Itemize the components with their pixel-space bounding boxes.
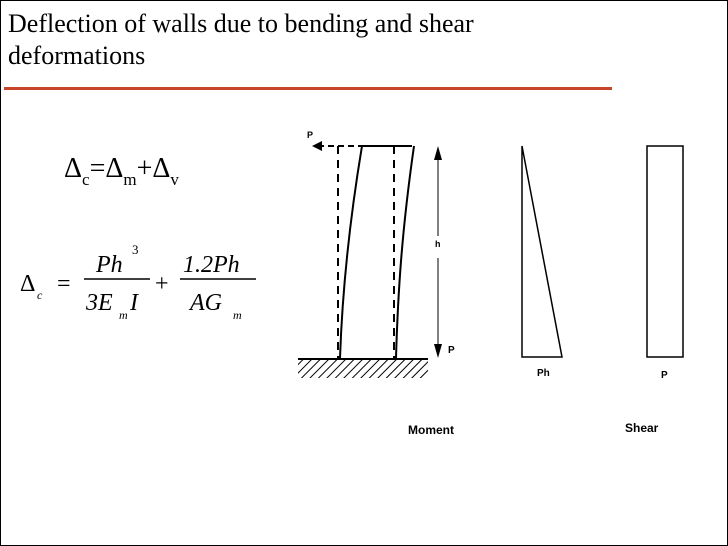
plus-sign: + xyxy=(136,153,153,184)
moment-caption: Moment xyxy=(408,423,454,437)
delta-symbol: Δ xyxy=(152,153,171,184)
height-label: h xyxy=(435,239,441,249)
subscript: c xyxy=(37,288,43,302)
subscript: m xyxy=(233,308,242,322)
delta-symbol: Δ xyxy=(64,153,83,184)
subscript: m xyxy=(119,308,128,322)
delta-symbol: Δ xyxy=(105,153,124,184)
wall-deflection-diagram xyxy=(298,141,442,378)
base-load-label: P xyxy=(448,345,455,356)
subscript: m xyxy=(123,170,137,189)
subscript: c xyxy=(82,170,90,189)
moment-base-label: Ph xyxy=(537,368,550,379)
fraction1-denominator: 3E xyxy=(86,290,113,316)
fraction2-numerator: 1.2Ph xyxy=(183,252,240,278)
height-arrow-up xyxy=(434,146,442,160)
subscript: v xyxy=(170,170,179,189)
fraction1-exponent: 3 xyxy=(132,242,139,257)
shear-caption: Shear xyxy=(625,421,659,435)
fraction1-numerator: Ph xyxy=(96,252,123,278)
fraction1-denominator-tail: I xyxy=(130,290,138,316)
top-load-label: P xyxy=(307,130,314,140)
delta-symbol: Δ xyxy=(20,271,36,297)
plus-sign: + xyxy=(155,271,169,297)
shear-diagram-rectangle xyxy=(647,146,683,357)
deformed-wall-left xyxy=(340,146,362,358)
deformed-wall-right xyxy=(396,146,414,358)
equals-sign: = xyxy=(89,153,106,184)
fraction2-denominator: AG xyxy=(190,290,222,316)
equals-sign: = xyxy=(57,271,71,297)
moment-diagram-triangle xyxy=(522,146,562,357)
fixed-base-hatching xyxy=(298,360,428,378)
load-arrow-head xyxy=(312,141,322,151)
height-arrow-down xyxy=(434,344,442,358)
equation-deflection-formula xyxy=(20,242,256,322)
slide-title: Deflection of walls due to bending and shear deformations xyxy=(8,9,474,70)
shear-base-label: P xyxy=(661,370,668,381)
